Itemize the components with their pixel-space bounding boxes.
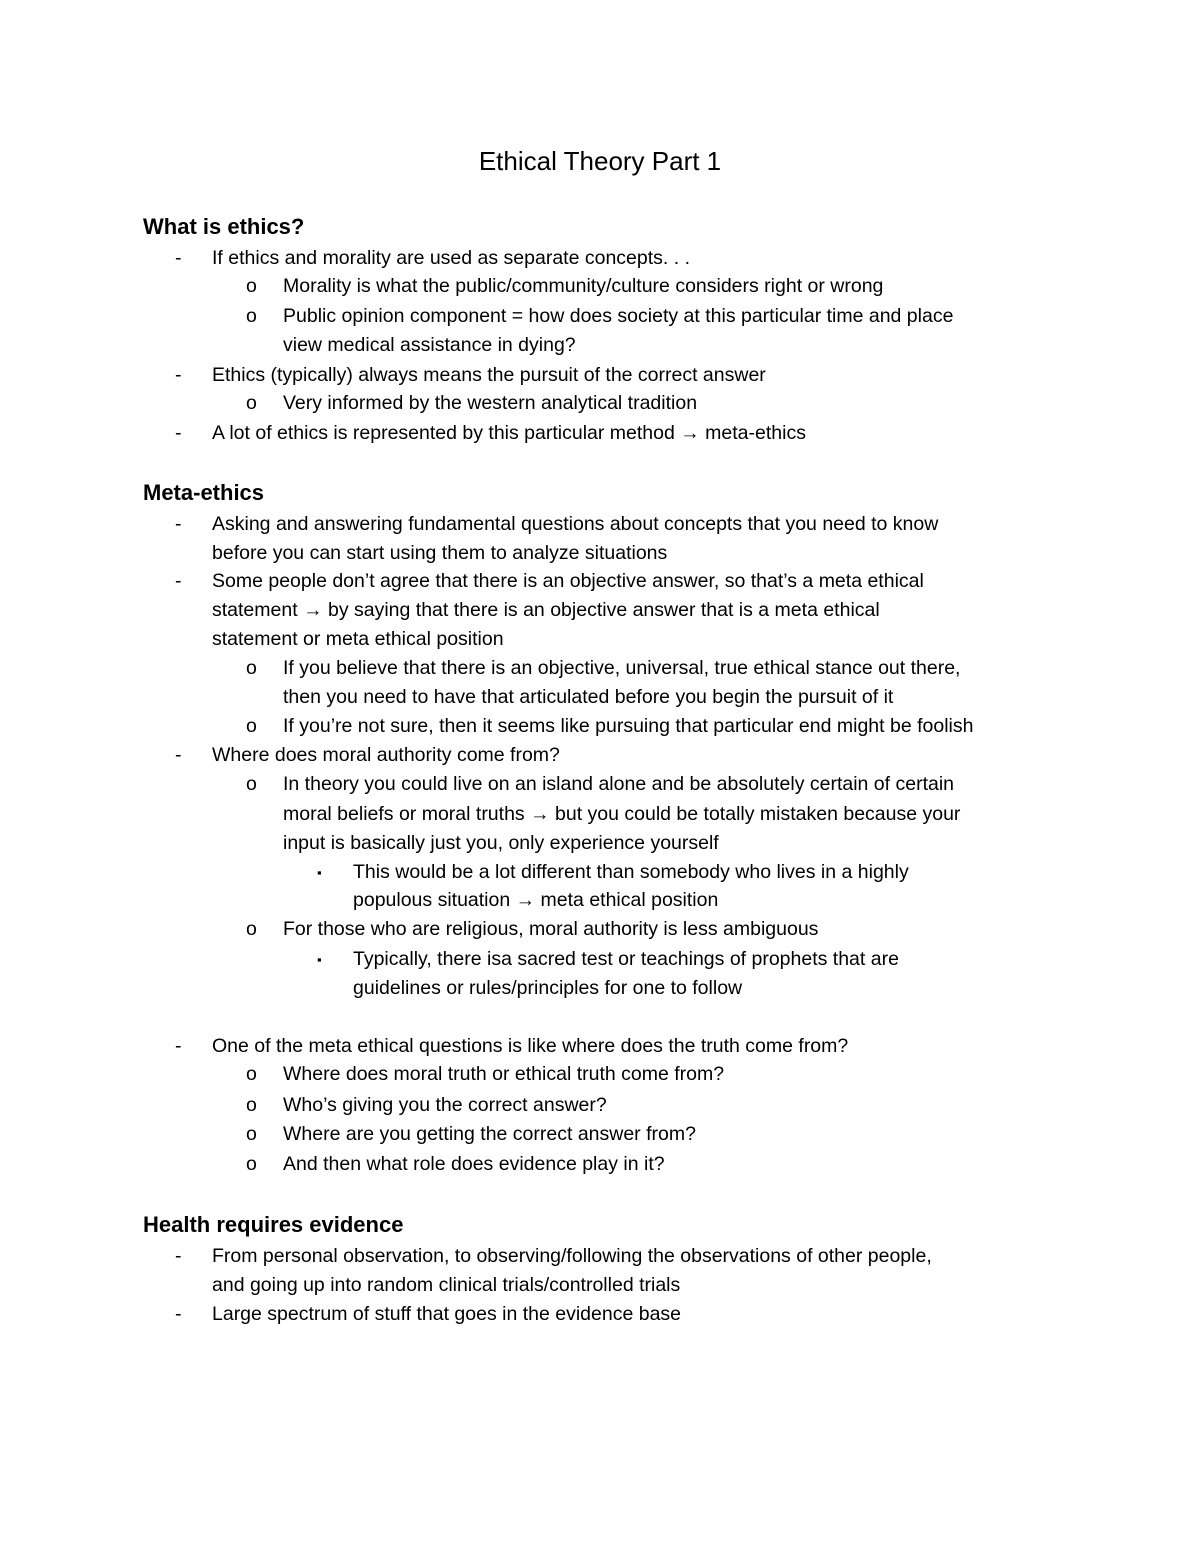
dash-bullet: -	[175, 1303, 182, 1325]
dash-bullet: -	[175, 364, 182, 386]
list-item	[212, 419, 806, 449]
circle-bullet: o	[246, 392, 257, 414]
list-item: Where does moral authority come from?	[212, 744, 560, 766]
list-item: This would be a lot different than somebody who lives in a highly	[353, 861, 909, 883]
circle-bullet: o	[246, 1094, 257, 1116]
list-item: Who’s giving you the correct answer?	[283, 1094, 607, 1116]
square-bullet: ▪	[317, 952, 322, 967]
list-item: Some people don’t agree that there is an objective answer, so that’s a meta ethical	[212, 570, 924, 592]
list-item: Where are you getting the correct answer from?	[283, 1123, 696, 1145]
list-item: Very informed by the western analytical tradition	[283, 392, 698, 414]
list-item-text: but you could be totally mistaken because your	[555, 803, 961, 825]
circle-bullet: o	[246, 305, 257, 327]
circle-bullet: o	[246, 773, 257, 795]
dash-bullet: -	[175, 1035, 182, 1057]
list-item-continued: statement or meta ethical position	[212, 628, 504, 650]
list-item: Public opinion component = how does society at this particular time and place	[283, 305, 954, 327]
list-item-continued: guidelines or rules/principles for one to follow	[353, 977, 743, 999]
list-item: And then what role does evidence play in it?	[283, 1153, 665, 1175]
list-item: If ethics and morality are used as separate concepts. . .	[212, 247, 690, 269]
section-heading-meta-ethics: Meta-ethics	[143, 480, 265, 505]
section-heading-what-is-ethics: What is ethics?	[143, 214, 305, 239]
dash-bullet: -	[175, 513, 182, 535]
circle-bullet: o	[246, 657, 257, 679]
square-bullet: ▪	[317, 865, 322, 880]
section-heading-health-requires-evidence: Health requires evidence	[143, 1212, 404, 1237]
list-item: One of the meta ethical questions is like where does the truth come from?	[212, 1035, 849, 1057]
list-item-continued	[212, 596, 880, 626]
list-item-continued: input is basically just you, only experience yourself	[283, 832, 719, 854]
list-item-text: by saying that there is an objective answer that is a meta ethical	[327, 599, 880, 621]
dash-bullet: -	[175, 1245, 182, 1267]
dash-bullet: -	[175, 422, 182, 444]
list-item-continued	[353, 886, 718, 916]
dash-bullet: -	[175, 570, 182, 592]
list-item-continued	[283, 800, 960, 830]
list-item: If you believe that there is an objective, universal, true ethical stance out there,	[283, 657, 961, 679]
list-item: Ethics (typically) always means the pursuit of the correct answer	[212, 364, 766, 386]
circle-bullet: o	[246, 1063, 257, 1085]
dash-bullet: -	[175, 247, 182, 269]
list-item-text: meta ethical position	[540, 889, 719, 911]
list-item-text: populous situation	[353, 889, 511, 911]
list-item: If you’re not sure, then it seems like pursuing that particular end might be foolish	[283, 715, 974, 737]
list-item-continued: then you need to have that articulated before you begin the pursuit of it	[283, 686, 894, 708]
list-item: Asking and answering fundamental questions about concepts that you need to know	[212, 513, 939, 535]
list-item-continued: view medical assistance in dying?	[283, 334, 576, 356]
list-item: From personal observation, to observing/following the observations of other people,	[212, 1245, 932, 1267]
circle-bullet: o	[246, 918, 257, 940]
right-arrow-icon: →	[303, 599, 323, 621]
right-arrow-icon: →	[680, 422, 700, 444]
list-item: Typically, there isa sacred test or teachings of prophets that are	[353, 948, 899, 970]
circle-bullet: o	[246, 1123, 257, 1145]
list-item: In theory you could live on an island alone and be absolutely certain of certain	[283, 773, 955, 795]
circle-bullet: o	[246, 1153, 257, 1175]
list-item-text: moral beliefs or moral truths	[283, 803, 525, 825]
circle-bullet: o	[246, 715, 257, 737]
list-item-text: statement	[212, 599, 298, 621]
list-item-continued: and going up into random clinical trials/controlled trials	[212, 1274, 681, 1296]
right-arrow-icon: →	[530, 803, 550, 825]
list-item-continued: before you can start using them to analyze situations	[212, 542, 668, 564]
list-item-text: A lot of ethics is represented by this particular method	[212, 422, 675, 444]
list-item: For those who are religious, moral authority is less ambiguous	[283, 918, 819, 940]
dash-bullet: -	[175, 744, 182, 766]
list-item: Where does moral truth or ethical truth come from?	[283, 1063, 725, 1085]
list-item-text: meta-ethics	[705, 422, 806, 444]
list-item: Large spectrum of stuff that goes in the evidence base	[212, 1303, 682, 1325]
circle-bullet: o	[246, 275, 257, 297]
right-arrow-icon: →	[515, 889, 536, 911]
list-item: Morality is what the public/community/culture considers right or wrong	[283, 275, 884, 297]
document-title: Ethical Theory Part 1	[478, 146, 722, 176]
